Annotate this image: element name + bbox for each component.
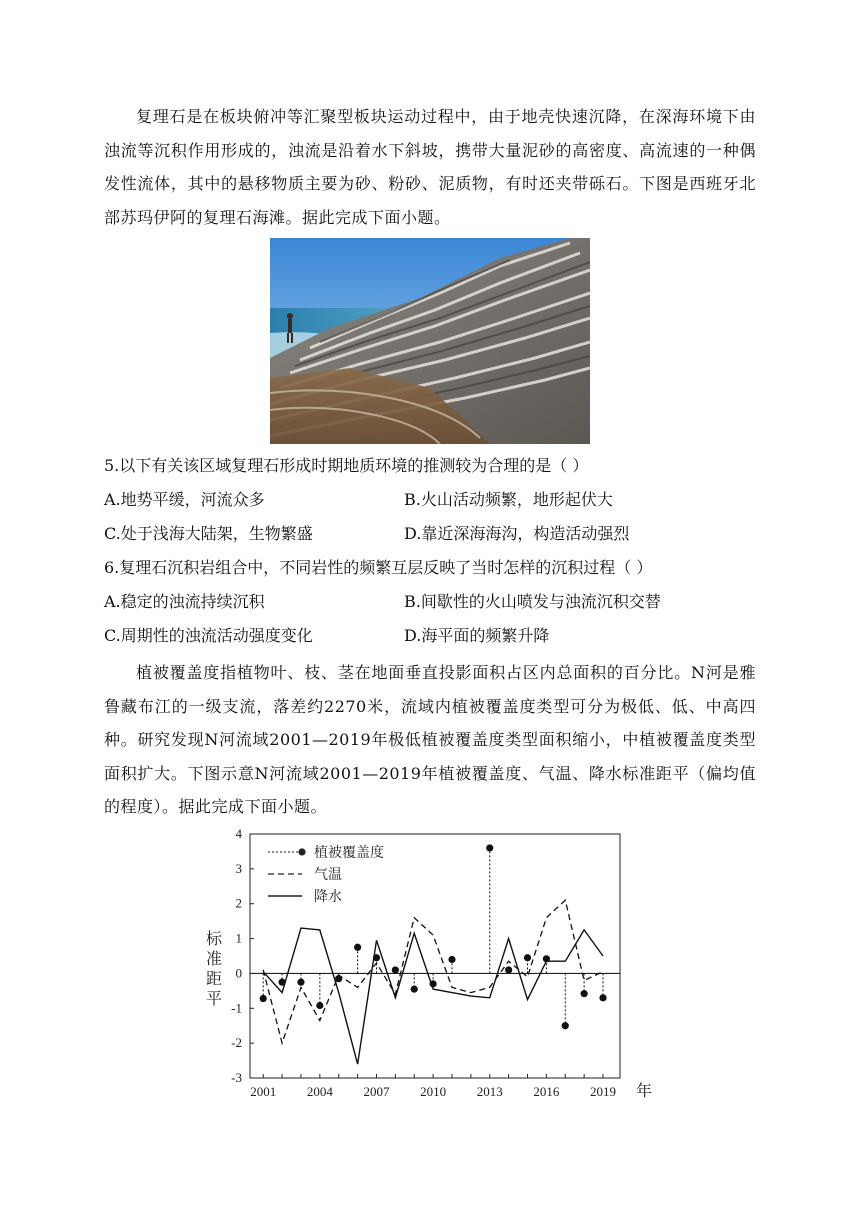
- legend-vegetation-marker: [298, 848, 305, 855]
- y-tick-label: 4: [235, 826, 242, 841]
- y-axis-label: 平: [205, 991, 223, 1008]
- vegetation-point: [562, 1022, 569, 1029]
- legend-temperature-label: 气温: [314, 868, 342, 883]
- vegetation-point: [448, 956, 455, 963]
- question-5-option-c[interactable]: C.处于浅海大陆架，生物繁盛: [104, 524, 313, 543]
- x-tick-label: 2007: [363, 1084, 390, 1099]
- y-axis-label: 距: [205, 971, 223, 988]
- vegetation-point: [430, 980, 437, 987]
- x-tick-label: 2004: [306, 1084, 333, 1099]
- y-tick-label: -3: [231, 1070, 242, 1085]
- x-tick-label: 2019: [590, 1084, 617, 1099]
- question-6-stem: 6.复理石沉积岩组合中，不同岩性的频繁互层反映了当时怎样的沉积过程（ ）: [104, 558, 653, 577]
- y-axis-label: 准: [205, 951, 223, 968]
- vegetation-point: [581, 990, 588, 997]
- vegetation-climate-chart: [196, 824, 666, 1106]
- plot-frame: [250, 834, 620, 1078]
- legend-precipitation-label: 降水: [314, 890, 342, 905]
- vegetation-point: [278, 979, 285, 986]
- y-tick-label: 0: [235, 965, 242, 981]
- question-5-stem: 5.以下有关该区域复理石形成时期地质环境的推测较为合理的是（ ）: [104, 456, 589, 475]
- question-5-option-a[interactable]: A.地势平缓，河流众多: [104, 490, 265, 509]
- y-tick-label: 3: [235, 860, 242, 876]
- x-tick-label: 2013: [476, 1084, 503, 1099]
- x-tick-label: 2016: [533, 1084, 560, 1099]
- series-temperature-line: [263, 900, 603, 1043]
- vegetation-point: [260, 995, 267, 1002]
- vegetation-point: [411, 986, 418, 993]
- question-6-option-c[interactable]: C.周期性的浊流活动强度变化: [104, 626, 313, 645]
- y-axis-label: 标: [205, 931, 223, 948]
- x-axis-label: 年: [635, 1083, 653, 1100]
- chart-svg: [196, 824, 666, 1106]
- vegetation-point: [599, 994, 606, 1001]
- vegetation-point: [354, 944, 361, 951]
- vegetation-point: [505, 966, 512, 973]
- flysch-beach-photo: [270, 238, 590, 444]
- flysch-beach-image: [270, 238, 590, 444]
- question-5-option-d[interactable]: D.靠近深海海沟，构造活动强烈: [404, 524, 630, 543]
- y-tick-label: -1: [231, 1000, 242, 1016]
- vegetation-point: [335, 975, 342, 982]
- passage-vegetation: 植被覆盖度指植物叶、枝、茎在地面垂直投影面积占区内总面积的百分比。N河是雅鲁藏布江的一级支流，落差约2270米，流域内植被覆盖度类型可分为极低、低、中高四种。研究发现N河流域2001—2019年极低植被覆盖度类型面积缩小，中植被覆盖度类型面积扩大。下图示意N河流域2001—2019年植被覆盖度、气温、降水标准距平（偏均值的程度）。据此完成下面小题。: [104, 663, 756, 816]
- vegetation-point: [486, 844, 493, 851]
- question-6-option-a[interactable]: A.稳定的浊流持续沉积: [104, 592, 265, 611]
- x-tick-label: 2001: [250, 1084, 277, 1099]
- vegetation-point: [373, 954, 380, 961]
- vegetation-point: [524, 954, 531, 961]
- vegetation-point: [316, 1002, 323, 1009]
- vegetation-point: [297, 979, 304, 986]
- vegetation-point: [392, 966, 399, 973]
- question-5-option-b[interactable]: B.火山活动频繁，地形起伏大: [404, 490, 613, 509]
- x-tick-label: 2010: [420, 1084, 447, 1099]
- vegetation-point: [543, 955, 550, 962]
- question-6-option-d[interactable]: D.海平面的频繁升降: [404, 626, 550, 645]
- y-tick-label: 2: [235, 895, 242, 911]
- y-tick-label: -2: [231, 1035, 242, 1051]
- legend-vegetation-label: 植被覆盖度: [314, 846, 384, 861]
- series-precipitation-line: [263, 928, 603, 1064]
- passage-flysch: 复理石是在板块俯冲等汇聚型板块运动过程中，由于地壳快速沉降，在深海环境下由浊流等沉积作用形成的，浊流是沿着水下斜坡，携带大量泥砂的高密度、高流速的一种偶发性流体，其中的悬移物质主要为砂、粉砂、泥质物，有时还夹带砾石。下图是西班牙北部苏玛伊阿的复理石海滩。据此完成下面小题。: [104, 107, 756, 227]
- y-tick-label: 1: [235, 930, 242, 946]
- question-6-option-b[interactable]: B.间歇性的火山喷发与浊流沉积交替: [404, 592, 661, 611]
